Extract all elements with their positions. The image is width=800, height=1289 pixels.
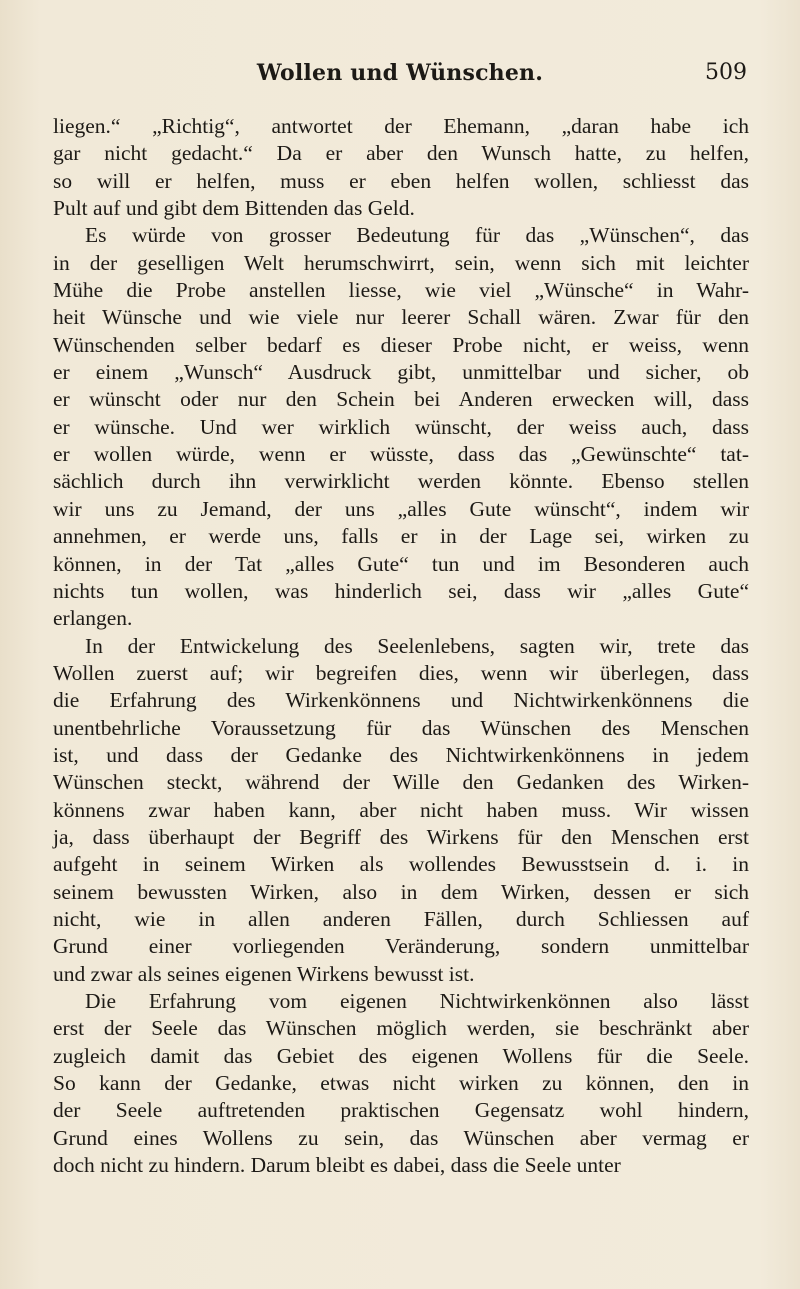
paragraph xyxy=(53,633,749,988)
text-line: seinem bewussten Wirken, also in dem Wirken, dessen er sich xyxy=(53,879,749,904)
text-line: Wünschen steckt, während der Wille den Gedanken des Wirken- xyxy=(53,770,749,795)
text-line: Grund einer vorliegenden Veränderung, sondern unmittelbar xyxy=(53,934,749,959)
text-line: Die Erfahrung vom eigenen Nichtwirkenkönnen also lässt xyxy=(85,989,749,1013)
text-line: Wünschenden selber bedarf es dieser Probe nicht, er weiss, wenn xyxy=(53,332,749,357)
text-line: So kann der Gedanke, etwas nicht wirken zu können, den in xyxy=(53,1071,749,1096)
text-line: nicht, wie in allen anderen Fällen, durch Schliessen auf xyxy=(53,906,749,931)
text-line: heit Wünsche und wie viele nur leerer Schall wären. Zwar für den xyxy=(53,305,749,330)
page-number: 509 xyxy=(705,60,747,85)
text-line: Pult auf und gibt dem Bittenden das Geld. xyxy=(53,196,415,221)
text-line: In der Entwickelung des Seelenlebens, sagten wir, trete das xyxy=(85,633,749,658)
text-line: unentbehrliche Voraussetzung für das Wünschen des Menschen xyxy=(53,715,749,740)
text-line: sächlich durch ihn verwirklicht werden könnte. Ebenso stellen xyxy=(53,469,749,494)
text-line: doch nicht zu hindern. Darum bleibt es dabei, dass die Seele unter xyxy=(53,1153,621,1178)
text-line: wir uns zu Jemand, der uns „alles Gute wünscht“, indem wir xyxy=(53,496,749,521)
text-line: könnens zwar haben kann, aber nicht haben muss. Wir wissen xyxy=(53,797,749,822)
text-line: er wünsche. Und wer wirklich wünscht, der weiss auch, dass xyxy=(53,414,749,439)
text-line: Mühe die Probe anstellen liesse, wie viel „Wünsche“ in Wahr- xyxy=(53,278,749,303)
text-line: die Erfahrung des Wirkenkönnens und Nichtwirkenkönnens die xyxy=(53,688,749,713)
paragraph xyxy=(53,988,749,1179)
text-line: können, in der Tat „alles Gute“ tun und im Besonderen auch xyxy=(53,551,749,576)
text-line: Wollen zuerst auf; wir begreifen dies, wenn wir überlegen, dass xyxy=(53,660,749,685)
running-header xyxy=(0,60,800,90)
text-line: er einem „Wunsch“ Ausdruck gibt, unmittelbar und sicher, ob xyxy=(53,360,749,385)
text-line: so will er helfen, muss er eben helfen wollen, schliesst das xyxy=(53,168,749,193)
text-line: ist, und dass der Gedanke des Nichtwirkenkönnens in jedem xyxy=(53,742,749,767)
text-line: gar nicht gedacht.“ Da er aber den Wunsch hatte, zu helfen, xyxy=(53,141,749,166)
text-line: Es würde von grosser Bedeutung für das „Wünschen“, das xyxy=(85,223,749,248)
text-line: erst der Seele das Wünschen möglich werden, sie beschränkt aber xyxy=(53,1016,749,1041)
paragraph xyxy=(53,222,749,632)
text-line: und zwar als seines eigenen Wirkens bewusst ist. xyxy=(53,961,475,986)
text-line: erlangen. xyxy=(53,606,133,631)
text-line: der Seele auftretenden praktischen Gegensatz wohl hindern, xyxy=(53,1098,749,1123)
text-line: nichts tun wollen, was hinderlich sei, dass wir „alles Gute“ xyxy=(53,578,749,603)
text-line: liegen.“ „Richtig“, antwortet der Ehemann, „daran habe ich xyxy=(53,114,749,138)
body-text xyxy=(53,113,749,1179)
text-line: aufgeht in seinem Wirken als wollendes Bewusstsein d. i. in xyxy=(53,852,749,877)
running-title: Wollen und Wünschen. xyxy=(256,60,544,86)
text-line: annehmen, er werde uns, falls er in der Lage sei, wirken zu xyxy=(53,524,749,549)
text-line: zugleich damit das Gebiet des eigenen Wollens für die Seele. xyxy=(53,1043,749,1068)
paragraph xyxy=(53,113,749,222)
text-line: ja, dass überhaupt der Begriff des Wirkens für den Menschen erst xyxy=(53,824,749,849)
text-line: in der geselligen Welt herumschwirrt, sein, wenn sich mit leichter xyxy=(53,250,749,275)
text-line: er wollen würde, wenn er wüsste, dass das „Gewünschte“ tat- xyxy=(53,442,749,467)
text-line: Grund eines Wollens zu sein, das Wünschen aber vermag er xyxy=(53,1125,749,1150)
text-line: er wünscht oder nur den Schein bei Anderen erwecken will, dass xyxy=(53,387,749,412)
